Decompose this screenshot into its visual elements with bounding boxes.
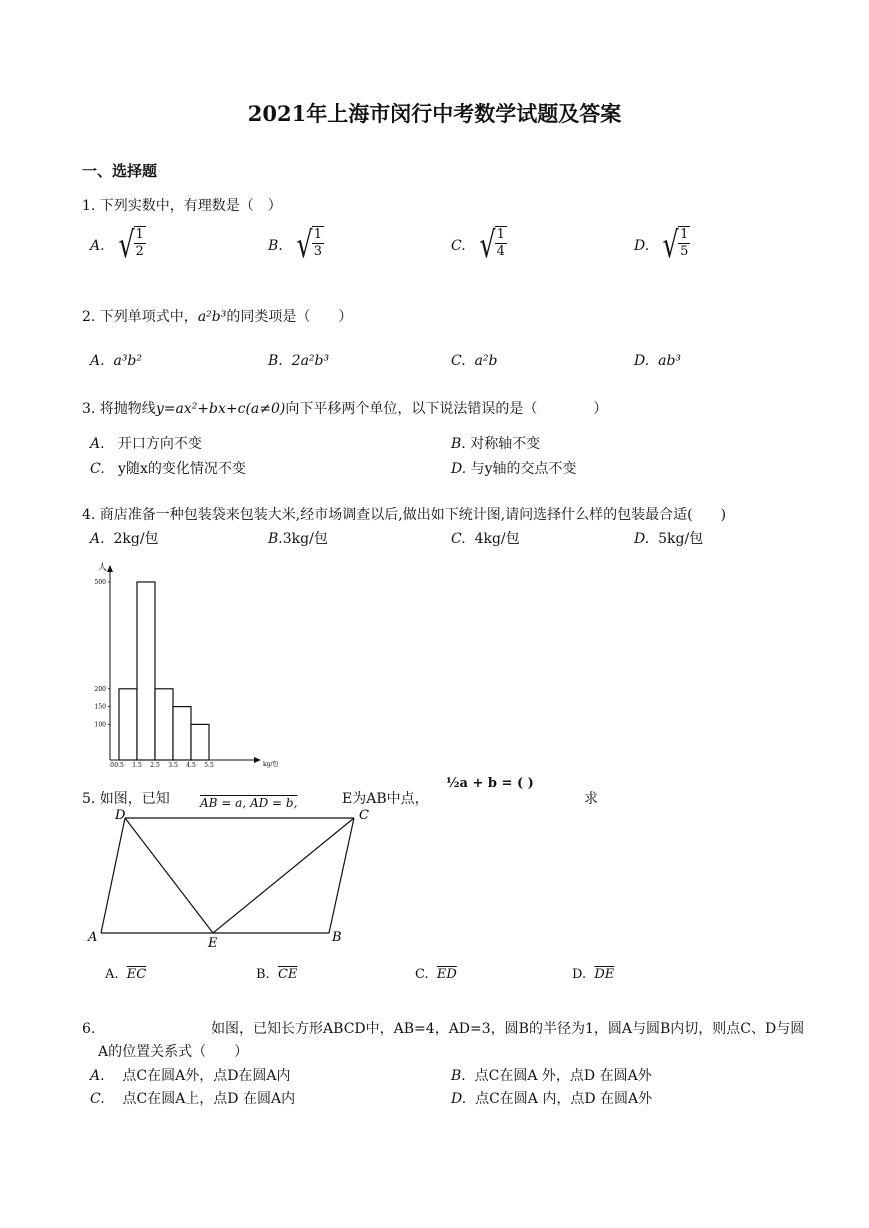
question-3-option-a: A. 开口方向不变 <box>90 436 202 452</box>
question-1-stem: 1. 下列实数中，有理数是（ ） <box>82 198 282 214</box>
x-tick-label: 4.5 <box>186 762 196 769</box>
fraction-numerator: 1 <box>135 227 144 242</box>
x-axis-label: kg/包 <box>263 761 279 768</box>
question-1-option-d <box>634 225 690 266</box>
question-1-option-c <box>451 225 507 266</box>
question-2-option-c: C. a²b <box>451 353 498 369</box>
question-2-stem-pre: 2. 下列单项式中， <box>82 309 198 325</box>
question-4-option-b: B.3kg/包 <box>268 531 328 547</box>
question-5-stem-pre: 5. 如图，已知 <box>82 791 170 807</box>
y-axis-label: 人 <box>98 563 108 573</box>
question-3-option-b: B. 对称轴不变 <box>451 436 541 452</box>
section-heading: 一、选择题 <box>82 162 158 180</box>
question-5-option-d: D. $\overline{DE}$ <box>572 967 615 982</box>
question-2-stem-post: 的同类项是（ ） <box>226 309 353 325</box>
option-label: C. <box>451 238 466 254</box>
question-6-stem-line-1: 6. 如图，已知长方形ABCD中，AB=4，AD=3，圆B的半径为1，圆A与圆B内切，则点C、D与圆 <box>82 1021 805 1037</box>
question-6-option-c: C. 点C在圆A上，点D 在圆A内 <box>90 1091 296 1107</box>
histogram-bar <box>137 582 155 760</box>
label-C: C <box>359 808 369 823</box>
y-axis-arrow-icon <box>107 565 113 572</box>
y-tick-label: 150 <box>94 703 106 711</box>
question-4-option-d: D. 5kg/包 <box>634 531 704 547</box>
question-5-option-b: B. $\overline{CE}$ <box>256 967 298 982</box>
fraction-numerator: 1 <box>680 227 689 242</box>
question-3-option-d: D. 与y轴的交点不变 <box>451 461 577 477</box>
option-label: A. <box>90 238 105 254</box>
y-tick-label: 200 <box>94 685 106 693</box>
y-tick-label: 500 <box>94 579 106 586</box>
question-5-expression: ½a + b = ( ) <box>446 776 534 791</box>
question-2-option-b: B. 2a²b³ <box>268 353 330 369</box>
question-6-stem-line-2: A的位置关系式（ ） <box>98 1044 249 1060</box>
option-label: B. <box>268 238 283 254</box>
question-3-stem-pre: 3. 将抛物线 <box>82 401 156 417</box>
question-5-option-c: C. $\overline{ED}$ <box>415 967 457 982</box>
x-tick-label: 2.5 <box>150 762 160 769</box>
square-root-icon: √ $\frac{1}{5}$ <box>662 225 689 266</box>
question-2-expression: a²b³ <box>197 309 227 325</box>
square-root-icon: √ $\frac{1}{2}$ <box>118 225 144 266</box>
question-6-option-d: D. 点C在圆A 内，点D 在圆A外 <box>451 1091 653 1107</box>
question-4-stem: 4. 商店准备一种包装袋来包装大米,经市场调查以后,做出如下统计图,请问选择什么样的包装最合适( ) <box>82 507 727 523</box>
question-1-option-b <box>268 225 324 266</box>
question-2-stem <box>82 306 352 326</box>
label-D: D <box>115 808 126 823</box>
question-3-expression: y=ax²+bx+c(a≠0) <box>155 401 286 417</box>
x-axis-arrow-icon <box>254 757 261 763</box>
question-5-stem-post: 求 <box>584 791 598 807</box>
fraction <box>312 227 324 260</box>
y-tick-label: 100 <box>94 721 106 729</box>
label-A: A <box>88 930 98 945</box>
page-title: 2021年上海市闵行中考数学试题及答案 <box>247 101 622 126</box>
fraction-numerator: 1 <box>496 227 505 242</box>
question-6-option-a: A. 点C在圆A外，点D在圆A内 <box>90 1068 291 1084</box>
fraction <box>134 227 146 260</box>
histogram-bar <box>119 689 137 760</box>
fraction-denominator: 5 <box>680 244 689 259</box>
x-tick-label: 0.5 <box>114 762 124 769</box>
question-6-option-b: B. 点C在圆A 外，点D 在圆A外 <box>451 1068 652 1084</box>
segment-DE <box>125 818 213 933</box>
histogram-chart <box>82 560 292 775</box>
histogram-bar <box>173 707 191 760</box>
option-label: D. <box>634 238 650 254</box>
question-2-option-d: D. ab³ <box>634 353 682 369</box>
parallelogram-figure <box>82 805 382 955</box>
question-4-option-c: C. 4kg/包 <box>451 531 520 547</box>
x-tick-label: 1.5 <box>132 762 142 769</box>
x-tick-label: 5.5 <box>204 762 214 769</box>
question-4-option-a: A. 2kg/包 <box>90 531 159 547</box>
fraction <box>678 227 690 260</box>
label-B: B <box>332 930 342 945</box>
question-5-option-a: A. $\overline{EC}$ <box>105 967 147 982</box>
question-3-stem <box>82 398 607 418</box>
x-tick-label: 3.5 <box>168 762 178 769</box>
question-5-stem-mid: E为AB中点， <box>342 791 429 807</box>
fraction-denominator: 3 <box>313 244 322 259</box>
histogram-bar <box>155 689 173 760</box>
square-root-icon: √ $\frac{1}{3}$ <box>296 225 322 266</box>
fraction-numerator: 1 <box>313 227 322 242</box>
question-3-stem-post: 向下平移两个单位，以下说法错误的是（ ） <box>285 401 608 417</box>
square-root-icon: √ $\frac{1}{4}$ <box>479 225 505 266</box>
question-5-given-vectors: AB = a, AD = b, <box>200 796 298 810</box>
fraction-denominator: 2 <box>135 244 144 259</box>
fraction <box>495 227 507 260</box>
question-1-option-a <box>90 225 146 266</box>
question-3-option-c: C. y随x的变化情况不变 <box>90 461 246 477</box>
label-E: E <box>208 936 218 951</box>
histogram-bar <box>191 724 209 760</box>
x-tick-label: 0 <box>110 762 114 769</box>
fraction-denominator: 4 <box>496 244 505 259</box>
edge-AD <box>101 818 125 933</box>
question-2-option-a: A. a³b² <box>90 353 143 369</box>
